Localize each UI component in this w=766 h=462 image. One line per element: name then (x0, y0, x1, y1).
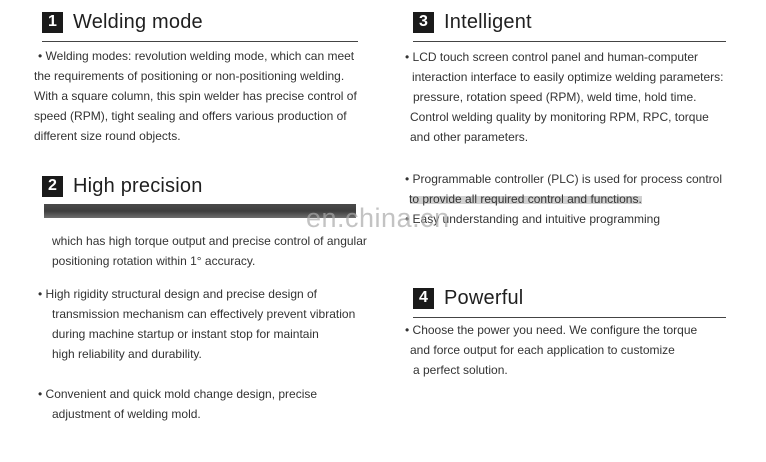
text-line: and force output for each application to customize (410, 343, 675, 357)
section-title: High precision (73, 174, 203, 197)
text-line: • High rigidity structural design and precise design of (38, 287, 318, 301)
text-line: pressure, rotation speed (RPM), weld time, hold time. (413, 90, 697, 104)
welding-mode-text (34, 46, 357, 146)
section-title: Intelligent (444, 10, 532, 33)
text-line: speed (RPM), tight sealing and offers various production of (34, 109, 347, 123)
section-number-badge: 4 (413, 288, 434, 309)
heading-divider (413, 317, 726, 318)
section-title: Welding mode (73, 10, 203, 33)
text-line: and other parameters. (410, 130, 529, 144)
section-number-badge: 1 (42, 12, 63, 33)
section-heading (413, 9, 726, 35)
text-line: Control welding quality by monitoring RPM, RPC, torque (410, 110, 709, 124)
high-precision-text-b (38, 284, 355, 364)
text-line: different size round objects. (34, 129, 181, 143)
text-line: positioning rotation within 1° accuracy. (52, 254, 256, 268)
text-line: adjustment of welding mold. (52, 407, 201, 421)
section-intelligent (413, 9, 726, 42)
text-line: to provide all required control and functions. (409, 192, 642, 206)
section-high-precision (42, 173, 358, 199)
watermark-text: en.china.cn (306, 203, 450, 233)
section-number-badge: 2 (42, 176, 63, 197)
section-heading (42, 9, 358, 35)
heading-divider (413, 41, 726, 42)
high-precision-text-c (38, 384, 317, 424)
intelligent-text-b (405, 169, 722, 229)
text-line: transmission mechanism can effectively prevent vibration (52, 307, 356, 321)
text-line: the requirements of positioning or non-positioning welding. (34, 69, 345, 83)
text-line: • Easy understanding and intuitive programming (405, 212, 661, 226)
text-line: • Programmable controller (PLC) is used for process control (405, 172, 722, 186)
text-line: • Choose the power you need. We configure the torque (405, 323, 698, 337)
section-welding-mode (42, 9, 358, 42)
section-powerful (413, 285, 726, 318)
text-line: which has high torque output and precise control of angular (52, 234, 367, 248)
section-heading (413, 285, 726, 311)
text-line: • LCD touch screen control panel and human-computer (405, 50, 699, 64)
heading-divider (42, 41, 358, 42)
text-line: during machine startup or instant stop for maintain (52, 327, 319, 341)
section-heading (42, 173, 358, 199)
powerful-text (405, 320, 697, 380)
text-line: With a square column, this spin welder has precise control of (34, 89, 357, 103)
intelligent-text-a (405, 47, 723, 147)
text-line: a perfect solution. (413, 363, 508, 377)
text-line: interaction interface to easily optimize welding parameters: (412, 70, 724, 84)
section-number-badge: 3 (413, 12, 434, 33)
section-title: Powerful (444, 286, 524, 309)
text-line: • Convenient and quick mold change design, precise (38, 387, 318, 401)
text-line: high reliability and durability. (52, 347, 202, 361)
text-line: • Welding modes: revolution welding mode, which can meet (38, 49, 355, 63)
high-precision-text-a (52, 231, 367, 271)
